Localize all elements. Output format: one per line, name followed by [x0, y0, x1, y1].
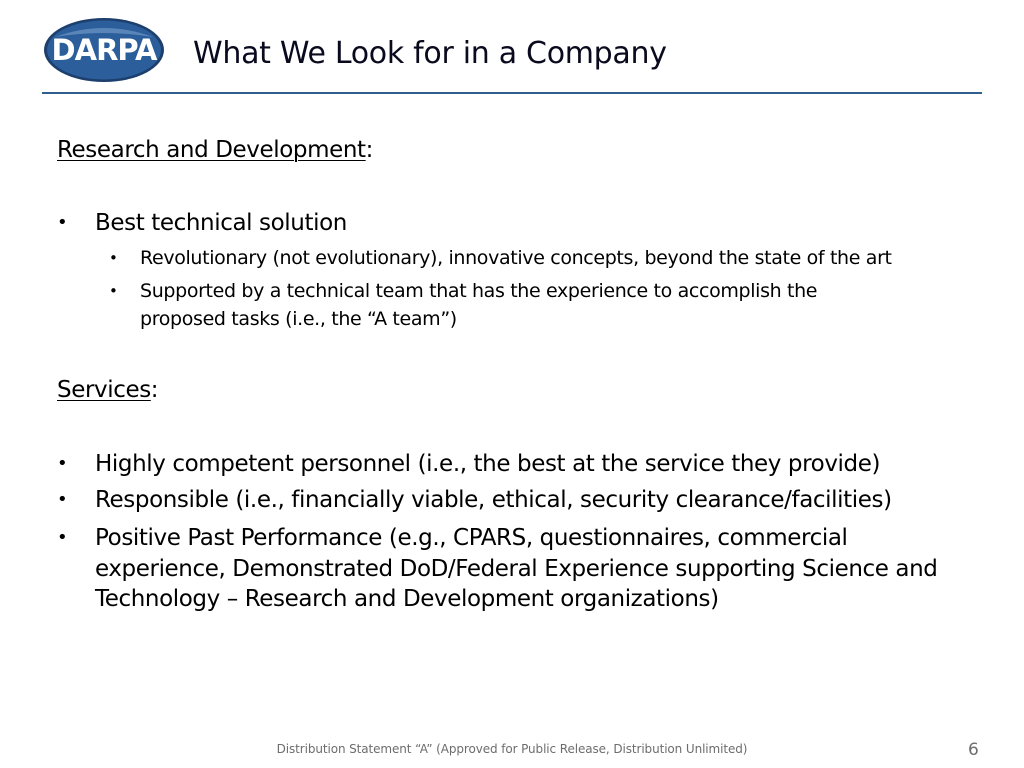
sub-bullet-text: Revolutionary (not evolutionary), innovative concepts, beyond the state of the art: [140, 247, 892, 269]
darpa-logo: [43, 17, 165, 83]
section-heading-colon: :: [150, 377, 159, 403]
bullet-glyph: •: [57, 212, 68, 233]
bullet-glyph: •: [57, 453, 68, 474]
bullet-glyph: •: [57, 527, 68, 548]
section-heading-text: Services: [57, 377, 151, 403]
sub-bullet-glyph: •: [109, 282, 118, 300]
logo-text: DARPA: [51, 33, 157, 67]
page-number: 6: [968, 740, 979, 760]
bullet-glyph: •: [57, 489, 68, 510]
sub-bullet-text: Supported by a technical team that has the experience to accomplish the proposed tasks (i.e., the “A team”): [140, 280, 818, 330]
sub-bullet-glyph: •: [109, 249, 118, 267]
bullet-text: Highly competent personnel (i.e., the best at the service they provide): [95, 451, 881, 477]
title-divider: [42, 92, 982, 94]
bullet-text: Responsible (i.e., financially viable, ethical, security clearance/facilities): [95, 487, 892, 513]
bullet-text: Best technical solution: [95, 210, 347, 236]
section-heading-rnd: [57, 135, 373, 165]
section-heading-text: Research and Development: [57, 137, 366, 163]
section-heading-services: [57, 375, 158, 405]
section-heading-colon: :: [365, 137, 373, 163]
distribution-statement: Distribution Statement “A” (Approved for Public Release, Distribution Unlimited): [276, 742, 748, 756]
bullet-text: Positive Past Performance (e.g., CPARS, questionnaires, commercial experience, Demonstrated DoD/Federal Experience supporting Science and Technology – Research and Development organizations): [95, 525, 938, 612]
slide-title: What We Look for in a Company: [193, 36, 667, 71]
